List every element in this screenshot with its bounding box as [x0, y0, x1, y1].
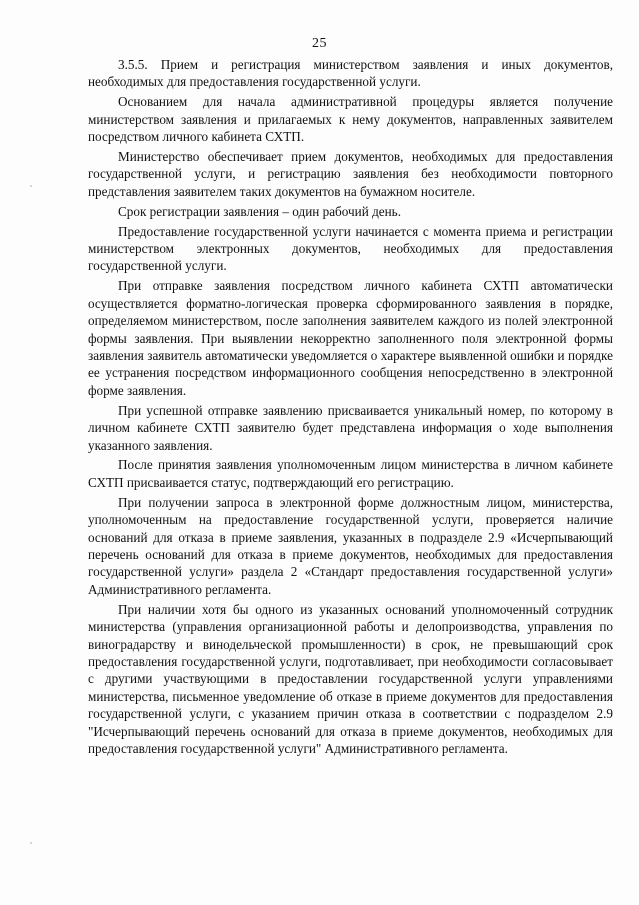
scan-artifact — [30, 185, 32, 187]
scan-artifact — [30, 842, 32, 844]
paragraph-registration-term: Срок регистрации заявления – один рабочий день. — [118, 203, 401, 219]
paragraph-document-acceptance: Министерство обеспечивает прием документов, необходимых для предоставления государственной услуги, и регистрацию заявления без необходимости повторного представления заявителем таких документов на бумажном носителе. — [88, 149, 613, 199]
paragraph-unique-number: При успешной отправке заявлению присваивается уникальный номер, по которому в личном кабинете СХТП заявителю будет представлена информация о ходе выполнения указанного заявления. — [88, 402, 613, 453]
paragraph-service-start: Предоставление государственной услуги начинается с момента приема и регистрации министерством электронных документов, необходимых для предоставления государственной услуги. — [88, 223, 613, 274]
paragraph-grounds-check: При получении запроса в электронной форме должностным лицом, министерства, уполномоченным на предоставление государственной услуги, проверяется наличие оснований для отказа в приеме заявления, указанных в подразделе 2.9 «Исчерпывающий перечень оснований для отказа в приеме документов, необходимых для предоставления государственной услуги» раздела 2 «Стандарт предоставления государственной услуги» Административного регламента. — [88, 494, 613, 597]
paragraph-procedure-basis: Основанием для начала административной процедуры является получение министерством заявления и прилагаемых к нему документов, направленных заявителем посредством личного кабинета СХТП. — [88, 94, 613, 145]
paragraph-status-assignment: После принятия заявления уполномоченным лицом министерства в личном кабинете СХТП присваивается статус, подтверждающий его регистрацию. — [88, 457, 613, 490]
paragraph-format-check: При отправке заявления посредством личного кабинета СХТП автоматически осуществляется форматно-логическая проверка сформированного заявления в порядке, определяемом министерством, после заполнения заявителем каждого из полей электронной формы заявления. При выявлении некорректно заполненного поля электронной формы заявления заявитель автоматически уведомляется о характере выявленной ошибки и порядке ее устранения посредством информационного сообщения непосредственно в электронной форме заявления. — [88, 278, 613, 398]
paragraph-3-5-5-heading: 3.5.5. Прием и регистрация министерством заявления и иных документов, необходимых для предоставления государственной услуги. — [88, 57, 613, 90]
paragraph-refusal-notice: При наличии хотя бы одного из указанных оснований уполномоченный сотрудник министерства (управления организационной работы и делопроизводства, управления по виноградарству и винодельческой промышленности) в срок, не превышающий срок предоставления государственной услуги, подготавливает, при необходимости согласовывает с другими участвующими в предоставлении государственной услуги управлениями министерства, письменное уведомление об отказе в приеме документов для предоставления государственной услуги, с указанием причин отказа в соответствии с подразделом 2.9 "Исчерпывающий перечень оснований для отказа в приеме документов, необходимых для предоставления государственной услуги" Административного регламента. — [88, 601, 613, 756]
page-number: 25 — [312, 36, 327, 51]
document-body — [88, 56, 613, 760]
